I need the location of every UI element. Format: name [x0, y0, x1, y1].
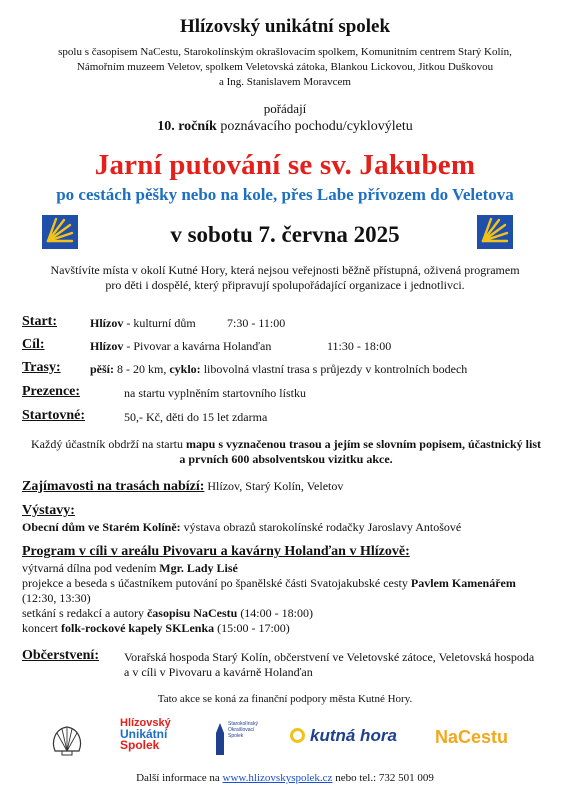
- starokolinsky-spolek-logo: [214, 719, 264, 755]
- edition-rest: poznávacího pochodu/cyklovýletu: [216, 119, 413, 134]
- logo-text: Starokolínský: [228, 721, 259, 727]
- hlizovsky-spolek-logo: [120, 718, 171, 751]
- routes-walk-label: pěší:: [90, 362, 114, 376]
- intro-line: pro děti i dospělé, který připravují spolupořádající organizace i jednotlivci.: [105, 278, 465, 292]
- program-list: [22, 561, 516, 636]
- finish-detail: - Pivovar a kavárna Holanďan: [123, 339, 272, 353]
- program-bold: časopisu NaCestu: [146, 606, 238, 620]
- program-bold: Mgr. Lady Lisé: [159, 561, 238, 575]
- highlights-row: [22, 479, 343, 495]
- exhibitions-line: [22, 520, 461, 535]
- program-item: [22, 576, 516, 591]
- participant-note: [22, 437, 550, 467]
- event-subtitle: po cestách pěšky nebo na kole, přes Labe přívozem do Veletova: [56, 185, 514, 204]
- more-info-line: [0, 772, 570, 784]
- start-place: Hlízov: [90, 316, 124, 330]
- scallop-shell-icon-right: [477, 215, 513, 249]
- routes-walk-value: 8 - 20 km,: [114, 362, 170, 376]
- start-detail: - kulturní dům: [123, 316, 196, 330]
- intro-paragraph: [30, 263, 540, 293]
- note-bold-2: a prvních 600 absolventskou vizitku akce.: [179, 452, 393, 466]
- refreshment-label: Občerstvení:: [22, 648, 99, 663]
- highlights-label: Zajímavosti na trasách nabízí:: [22, 479, 205, 494]
- nacestu-logo: NaCestu: [435, 727, 509, 747]
- routes-bike-value: libovolná vlastní trasa s průjezdy v kontrolních bodech: [200, 362, 468, 376]
- event-date: v sobotu 7. června 2025: [170, 222, 400, 247]
- note-bold: mapu s vyznačenou trasou a jejím se slovním popisem, účastnický list: [185, 437, 541, 451]
- start-label: Start:: [22, 314, 57, 329]
- registration-label: Prezence:: [22, 384, 81, 399]
- program-text: výtvarná dílna pod vedením: [22, 561, 160, 575]
- event-title: Jarní putování se sv. Jakubem: [94, 149, 476, 181]
- finish-label: Cíl:: [22, 337, 45, 352]
- jakub-shell-logo: [45, 719, 89, 763]
- logo-text: Spolek: [120, 738, 160, 752]
- registration-value: na startu vyplněním startovního lístku: [124, 386, 306, 400]
- refreshment-line: Vorařská hospoda Starý Kolín, občerstvení ve Veletovské zátoce, Veletovská hospoda: [124, 650, 535, 664]
- program-item: [22, 621, 516, 636]
- exhibitions-desc: výstava obrazů starokolínské rodačky Jaroslavy Antošové: [180, 520, 462, 534]
- edition-number: 10. ročník: [157, 119, 217, 134]
- program-text: koncert: [22, 621, 61, 635]
- start-time: 7:30 - 11:00: [227, 316, 286, 330]
- more-info-suffix: nebo tel.: 732 501 009: [332, 772, 434, 784]
- fee-value: 50,- Kč, děti do 15 let zdarma: [124, 410, 268, 424]
- organizer-name: Hlízovský unikátní spolek: [179, 16, 391, 37]
- exhibitions-label: Výstavy:: [22, 503, 75, 518]
- routes-label: Trasy:: [22, 360, 61, 375]
- church-icon: [214, 723, 226, 755]
- partners-line: spolu s časopisem NaCestu, Starokolínským okrašlovacím spolkem, Komunitním centrem Starý Kolín,: [58, 46, 512, 58]
- routes-bike-label: cyklo:: [169, 362, 201, 376]
- finish-time: 11:30 - 18:00: [327, 339, 392, 353]
- program-text: projekce a beseda s účastníkem putování po španělské části Svatojakubské cesty: [22, 576, 411, 590]
- website-link[interactable]: www.hlizovskyspolek.cz: [222, 772, 333, 784]
- program-bold: Pavlem Kamenářem: [410, 576, 516, 590]
- program-text: (15:00 - 17:00): [214, 621, 290, 635]
- intro-line: Navštívíte místa v okolí Kutné Hory, která nejsou veřejnosti běžně přístupná, oživená programem: [50, 263, 520, 277]
- program-text: setkání s redakcí a autory: [22, 606, 147, 620]
- logo-text: kutná hora: [310, 726, 397, 745]
- highlights-value: Hlízov, Starý Kolín, Veletov: [204, 479, 344, 493]
- program-item: [22, 606, 516, 621]
- program-text: (14:00 - 18:00): [237, 606, 313, 620]
- program-label: Program v cíli v areálu Pivovaru a kavárny Holanďan v Hlízově:: [22, 544, 410, 559]
- fee-label: Startovné:: [22, 408, 85, 423]
- finish-place: Hlízov: [90, 339, 124, 353]
- kutna-hora-logo: [290, 726, 397, 746]
- program-bold: folk-rockové kapely SKLenka: [60, 621, 215, 635]
- kutna-hora-ring-icon: [290, 728, 305, 743]
- edition-line: [0, 119, 570, 135]
- refreshment-line: a v cíli v Pivovaru a kavárně Holanďan: [124, 665, 313, 679]
- support-note: Tato akce se koná za finanční podpory města Kutné Hory.: [157, 693, 413, 705]
- program-item: (12:30, 13:30): [22, 591, 91, 605]
- logo-text: Unikátní: [120, 727, 168, 741]
- more-info-prefix: Další informace na: [136, 772, 223, 784]
- note-text: Každý účastník obdrží na startu: [31, 437, 186, 451]
- partners-list: [20, 45, 550, 90]
- program-item: [22, 561, 516, 576]
- partners-line: a Ing. Stanislavem Moravcem: [219, 76, 351, 88]
- logo-text: Hlízovský: [120, 717, 171, 729]
- logo-text: Okrašlovací: [228, 727, 255, 733]
- partners-line: Námořním muzeem Veletov, spolkem Veletovská zátoka, Blankou Lickovou, Jitkou Duškovou: [76, 61, 494, 73]
- logo-text: Spolek: [228, 733, 244, 739]
- exhibitions-venue: Obecní dům ve Starém Kolíně:: [22, 520, 181, 534]
- poradaji-text: pořádají: [263, 101, 307, 116]
